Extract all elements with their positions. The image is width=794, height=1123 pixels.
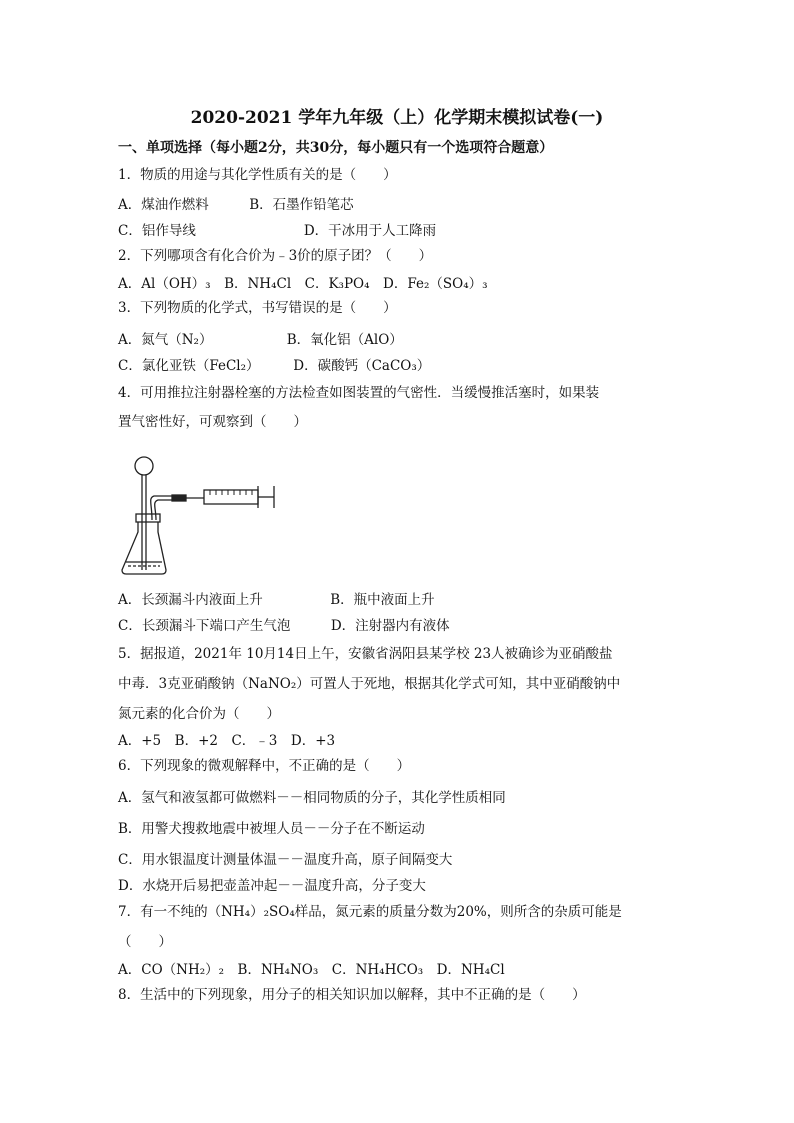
question-5-line-2: 中毒．3克亚硝酸钠（NaNO₂）可置人于死地，根据其化学式可知，其中亚硝酸钠中 <box>118 676 621 692</box>
question-6: 6．下列现象的微观解释中，不正确的是（ ） <box>118 758 411 774</box>
question-1: 1．物质的用途与其化学性质有关的是（ ） <box>118 167 397 183</box>
question-5-line-3: 氮元素的化合价为（ ） <box>118 706 280 722</box>
q6-option-a: A．氢气和液氢都可做燃料－－相同物质的分子，其化学性质相同 <box>118 790 506 806</box>
section-heading: 一、单项选择（每小题2分，共30分，每小题只有一个选项符合题意） <box>118 140 554 156</box>
q6-option-c: C．用水银温度计测量体温－－温度升高，原子间隔变大 <box>118 852 453 868</box>
q2-options: A．Al（OH）₃ B．NH₄Cl C．K₃PO₄ D．Fe₂（SO₄）₃ <box>118 276 488 292</box>
q1-options-ab: A．煤油作燃料 B．石墨作铅笔芯 <box>118 197 354 213</box>
document-title: 2020-2021 学年九年级（上）化学期末模拟试卷(一) <box>190 108 604 128</box>
q5-options: A．+5 B．+2 C．﹣3 D．+3 <box>118 733 336 749</box>
question-3: 3．下列物质的化学式，书写错误的是（ ） <box>118 300 397 316</box>
q4-options-ab: A．长颈漏斗内液面上升 B．瓶中液面上升 <box>118 592 435 608</box>
question-4-line-2: 置气密性好，可观察到（ ） <box>118 414 307 430</box>
question-7-line-2: （ ） <box>118 934 172 950</box>
question-4-line-1: 4．可用推拉注射器栓塞的方法检查如图装置的气密性．当缓慢推活塞时，如果装 <box>118 385 600 401</box>
q4-options-cd: C．长颈漏斗下端口产生气泡 D．注射器内有液体 <box>118 618 450 634</box>
q6-option-d: D．水烧开后易把壶盖冲起－－温度升高，分子变大 <box>118 878 426 894</box>
q3-options-cd: C．氯化亚铁（FeCl₂） D．碳酸钙（CaCO₃） <box>118 358 431 374</box>
q6-option-b: B．用警犬搜救地震中被埋人员－－分子在不断运动 <box>118 821 425 837</box>
q1-options-cd: C．铝作导线 D．干冰用于人工降雨 <box>118 223 437 239</box>
q3-options-ab: A．氮气（N₂） B．氧化铝（AlO） <box>118 332 403 348</box>
apparatus-figure <box>118 452 288 580</box>
q7-options: A．CO（NH₂）₂ B．NH₄NO₃ C．NH₄HCO₃ D．NH₄Cl <box>118 962 505 978</box>
question-2: 2．下列哪项含有化合价为﹣3价的原子团？（ ） <box>118 248 433 264</box>
question-8: 8．生活中的下列现象，用分子的相关知识加以解释，其中不正确的是（ ） <box>118 987 586 1003</box>
question-5-line-1: 5．据报道，2021年 10月14日上午，安徽省涡阳县某学校 23人被确诊为亚硝酸盐 <box>118 646 613 662</box>
flask-syringe-diagram <box>118 452 288 580</box>
question-7-line-1: 7．有一不纯的（NH₄）₂SO₄样品，氮元素的质量分数为20%，则所含的杂质可能是 <box>118 904 622 920</box>
